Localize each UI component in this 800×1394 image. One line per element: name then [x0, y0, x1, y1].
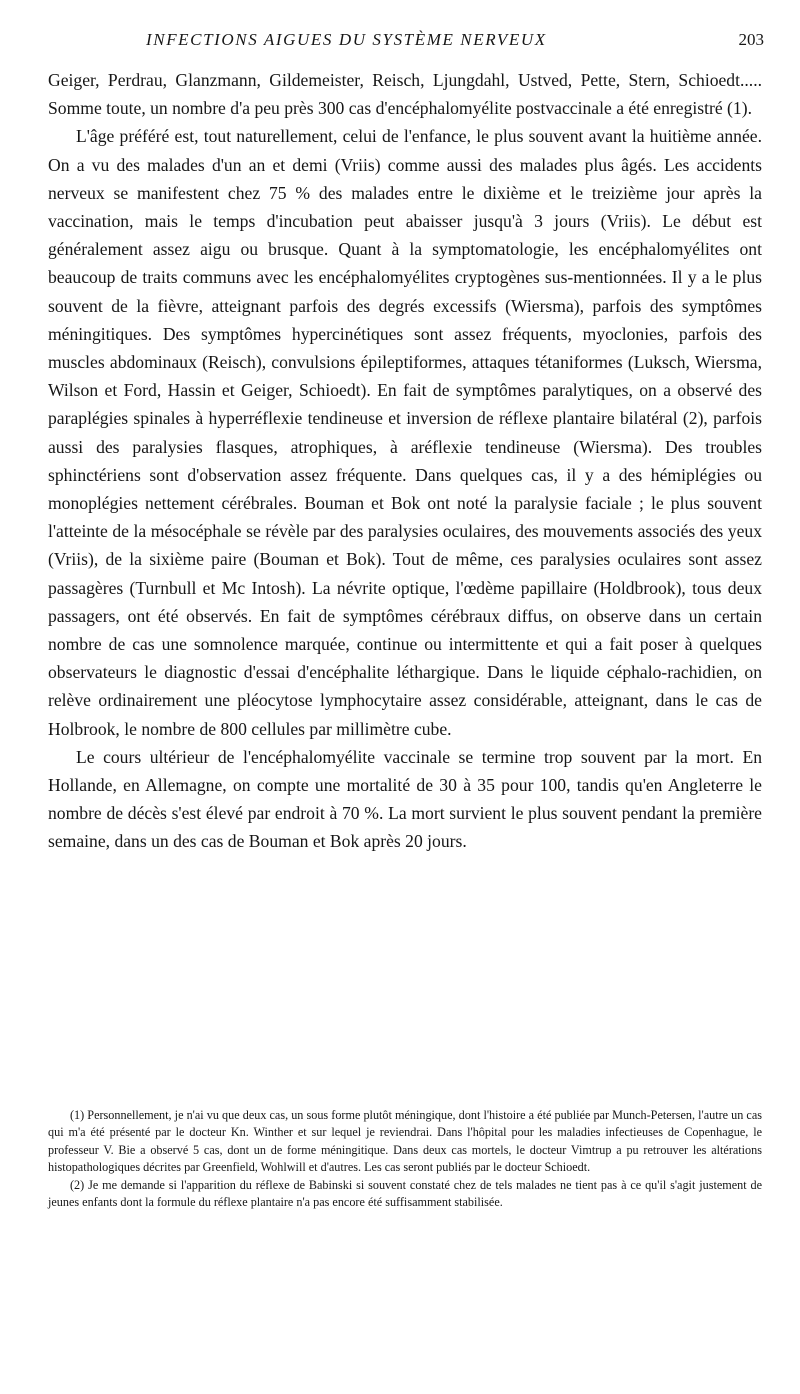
main-text — [48, 66, 762, 856]
footnotes — [48, 1107, 762, 1211]
footnote: (2) Je me demande si l'apparition du réflexe de Babinski si souvent constaté chez de tels malades ne tient pas à ce qu'il s'agit justement de jeunes enfants dont la formule du réflexe plantaire n'a pas encore été suffisamment stabilisée. — [48, 1177, 762, 1210]
paragraph: L'âge préféré est, tout naturellement, celui de l'enfance, le plus souvent avant la huitième année. On a vu des malades d'un an et demi (Vriis) comme aussi des malades plus âgés. Les accidents nerveux se manifestent chez 75 % des malades entre le dixième et le treizième jour après la vaccination, mais le temps d'incubation peut abaisser jusqu'à 3 jours (Vriis). Le début est généralement assez aigu ou brusque. Quant à la symptomatologie, les encéphalomyélites ont beaucoup de traits communs avec les encéphalomyélites cryptogènes sus-mentionnées. Il y a le plus souvent de la fièvre, atteignant parfois des degrés excessifs (Wiersma), parfois des symptômes méningitiques. Des symptômes hypercinétiques sont assez fréquents, myoclonies, parfois des muscles abdominaux (Reisch), convulsions épileptiformes, attaques tétaniformes (Luksch, Wiersma, Wilson et Ford, Hassin et Geiger, Schioedt). En fait de symptômes paralytiques, on a observé des paraplégies spinales à hyperréflexie tendineuse et inversion de réflexe plantaire bilatéral (2), parfois aussi des paralysies flasques, atrophiques, à aréflexie tendineuse (Wiersma). Des troubles sphinctériens sont d'observation assez fréquente. Dans quelques cas, il y a des hémiplégies ou monoplégies nettement cérébrales. Bouman et Bok ont noté la paralysie faciale ; le plus souvent l'atteinte de la mésocéphale se révèle par des paralysies oculaires, des mouvements associés des yeux (Vriis), de la sixième paire (Bouman et Bok). Tout de même, ces paralysies oculaires sont assez passagères (Turnbull et Mc Intosh). La névrite optique, l'œdème papillaire (Holdbrook), tous deux passagers, ont été observés. En fait de symptômes cérébraux diffus, on observe dans un certain nombre de cas une somnolence marquée, continue ou intermittente et qui a fait poser à quelques observateurs le diagnostic d'essai d'encéphalite léthargique. Dans le liquide céphalo-rachidien, on relève ordinairement une pléocytose lymphocytaire assez considérable, atteignant, dans le cas de Holbrook, le nombre de 800 cellules par millimètre cube. — [48, 126, 762, 739]
paragraph: Geiger, Perdrau, Glanzmann, Gildemeister, Reisch, Ljungdahl, Ustved, Pette, Stern, Schioedt..... Somme toute, un nombre d'a peu près 300 cas d'encéphalomyélite postvaccinale a été enregistré (1). — [48, 70, 762, 119]
running-header — [44, 30, 764, 64]
paragraph: Le cours ultérieur de l'encéphalomyélite vaccinale se termine trop souvent par la mort. En Hollande, en Allemagne, on compte une mortalité de 30 à 35 pour 100, tandis qu'en Angleterre le nombre de décès s'est élevé par endroit à 70 %. La mort survient le plus souvent pendant la première semaine, dans un des cas de Bouman et Bok après 20 jours. — [48, 746, 762, 852]
page-number: 203 — [738, 30, 764, 49]
footnote: (1) Personnellement, je n'ai vu que deux cas, un sous forme plutôt méningique, dont l'histoire a été publiée par Munch-Petersen, l'autre un cas qui m'a été présenté par le docteur Kn. Winther et sur lequel je reviendrai. Dans l'hôpital pour les maladies infectieuses de Copenhague, le professeur V. Bie a observé 5 cas, dont un de forme méningitique. Dans deux cas mortels, le docteur Vimtrup a pu retrouver les altérations histopathologiques décrites par Greenfield, Wohlwill et d'autres. Les cas seront publiés par le docteur Schioedt. — [48, 1108, 762, 1175]
running-title: INFECTIONS AIGUES DU SYSTÈME NERVEUX — [146, 30, 547, 49]
